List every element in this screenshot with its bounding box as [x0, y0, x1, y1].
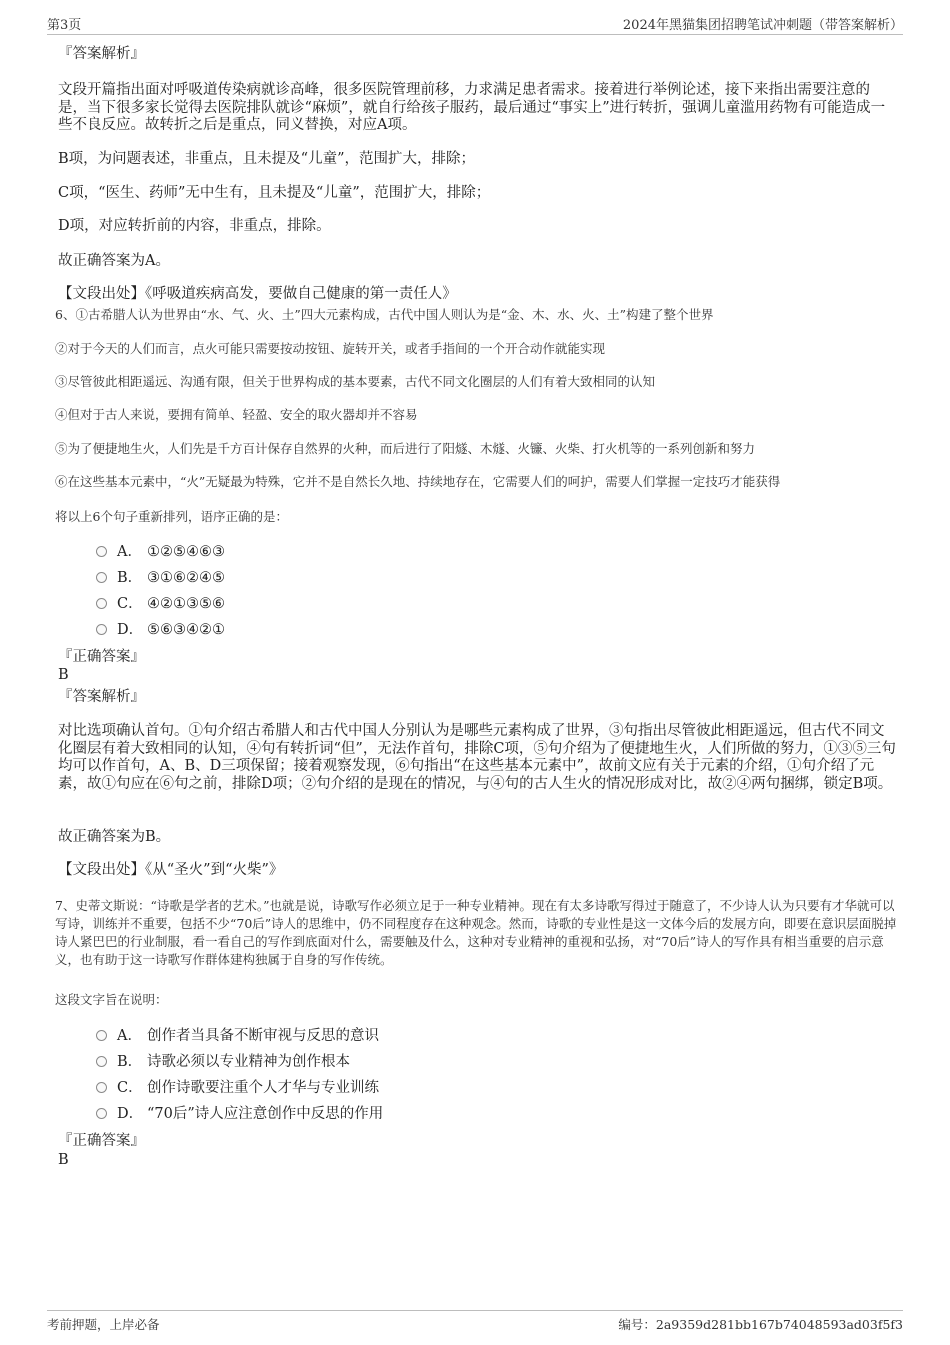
- radio-icon[interactable]: [96, 1082, 107, 1093]
- radio-icon[interactable]: [96, 572, 107, 583]
- q6-sentence-6: ⑥在这些基本元素中，“火”无疑最为特殊，它并不是自然长久地、持续地存在，它需要人们的呵护，需要人们掌握一定技巧才能获得: [55, 474, 781, 489]
- q7-prompt: 这段文字旨在说明：: [55, 992, 168, 1007]
- q6-sentence-4: ④但对于古人来说，要拥有简单、轻盈、安全的取火器却并不容易: [55, 407, 418, 422]
- document-title: 2024年黑猫集团招聘笔试冲刺题（带答案解析）: [622, 18, 903, 33]
- q6-analysis-label: 『答案解析』: [58, 689, 145, 705]
- radio-icon[interactable]: [96, 1108, 107, 1119]
- q6-source: 【文段出处】《从“圣火”到“火柴”》: [58, 862, 284, 878]
- q7-stem: 7、史蒂文斯说：“诗歌是学者的艺术。”也就是说，诗歌写作必须立足于一种专业精神。现在有太多诗歌写得过于随意了，不少诗人认为只要有才华就可以写诗，训练并不重要，包括不少“70后”诗人的思维中，仍不同程度存在这种观念。然而，诗歌的专业性是这一文体今后的发展方向，即要在意识层面脱掉诗人紧巴巴的行业制服，看一看自己的写作到底面对什么，需要触及什么，这种对专业精神的重视和弘扬，对“70后”诗人的写作具有相当重要的启示意义，也有助于这一诗歌写作群体建构独属于自身的写作传统。: [55, 898, 897, 967]
- page-footer: [47, 1310, 903, 1333]
- footer-slogan: 考前押题，上岸必备: [47, 1317, 160, 1332]
- q6-sentence-2: ②对于今天的人们而言，点火可能只需要按动按钮、旋转开关，或者手指间的一个开合动作就能实现: [55, 341, 606, 356]
- q6-prompt: 将以上6个句子重新排列，语序正确的是：: [55, 509, 288, 524]
- q6-option-c[interactable]: C． ④②①③⑤⑥: [96, 595, 225, 613]
- document-id: 编号：2a9359d281bb167b74048593ad03f5f3: [618, 1317, 903, 1332]
- q7-option-a[interactable]: A． 创作者当具备不断审视与反思的意识: [96, 1027, 379, 1045]
- q6-option-a[interactable]: A． ①②⑤④⑥③: [96, 543, 225, 561]
- q7-option-d[interactable]: D． “70后”诗人应注意创作中反思的作用: [96, 1105, 383, 1123]
- q5-analysis-b: B项，为问题表述，非重点，且未提及“儿童”，范围扩大，排除；: [58, 151, 475, 167]
- q6-sentence-5: ⑤为了便捷地生火，人们先是千方百计保存自然界的火种，而后进行了阳燧、木燧、火镰、火柴、打火机等的一系列创新和努力: [55, 441, 756, 456]
- q5-analysis-label: 『答案解析』: [58, 46, 145, 62]
- q6-option-b[interactable]: B． ③①⑥②④⑤: [96, 569, 225, 587]
- q7-answer-label: 『正确答案』: [58, 1133, 145, 1149]
- radio-icon[interactable]: [96, 546, 107, 557]
- q6-analysis: 对比选项确认首句。①句介绍古希腊人和古代中国人分别认为是哪些元素构成了世界，③句指出尽管彼此相距遥远，但古代不同文化圈层有着大致相同的认知，④句有转折词“但”，无法作首句，排除C项，⑤句介绍为了便捷地生火，人们所做的努力，①③⑤三句均可以作首句，A、B、D三项保留；接着观察发现，⑥句指出“在这些基本元素中”，故前文应有关于元素的介绍，①句介绍了元素，故①句应在⑥句之前，排除D项；②句介绍的是现在的情况，与④句的古人生火的情况形成对比，故②④两句捆绑，锁定B项。: [58, 723, 896, 792]
- q6-option-d[interactable]: D． ⑤⑥③④②①: [96, 621, 225, 639]
- q5-source: 【文段出处】《呼吸道疾病高发，要做自己健康的第一责任人》: [58, 286, 457, 302]
- q6-conclusion: 故正确答案为B。: [58, 829, 171, 845]
- q7-option-c[interactable]: C． 创作诗歌要注重个人才华与专业训练: [96, 1079, 379, 1097]
- q6-answer: B: [58, 667, 69, 683]
- q6-sentence-3: ③尽管彼此相距遥远、沟通有限，但关于世界构成的基本要素，古代不同文化圈层的人们有着大致相同的认知: [55, 374, 656, 389]
- radio-icon[interactable]: [96, 1056, 107, 1067]
- q5-conclusion: 故正确答案为A。: [58, 253, 170, 269]
- q5-analysis: 文段开篇指出面对呼吸道传染病就诊高峰，很多医院管理前移，力求满足患者需求。接着进行举例论述，接下来指出需要注意的是，当下很多家长觉得去医院排队就诊“麻烦”，就自行给孩子服药，最后通过“事实上”进行转折，强调儿童滥用药物有可能造成一些不良反应。故转折之后是重点，同义替换，对应A项。: [58, 82, 886, 133]
- radio-icon[interactable]: [96, 598, 107, 609]
- q6-sentence-1: 6、①古希腊人认为世界由“水、气、火、土”四大元素构成，古代中国人则认为是“金、木、水、火、土”构建了整个世界: [55, 307, 714, 322]
- page-header: [47, 14, 903, 35]
- q5-analysis-c: C项，“医生、药师”无中生有，且未提及“儿童”，范围扩大，排除；: [58, 185, 491, 201]
- q7-option-b[interactable]: B． 诗歌必须以专业精神为创作根本: [96, 1053, 350, 1071]
- q7-answer: B: [58, 1152, 69, 1168]
- page-number: 第3页: [47, 18, 82, 33]
- radio-icon[interactable]: [96, 1030, 107, 1041]
- q6-answer-label: 『正确答案』: [58, 649, 145, 665]
- q5-analysis-d: D项，对应转折前的内容，非重点，排除。: [58, 218, 331, 234]
- radio-icon[interactable]: [96, 624, 107, 635]
